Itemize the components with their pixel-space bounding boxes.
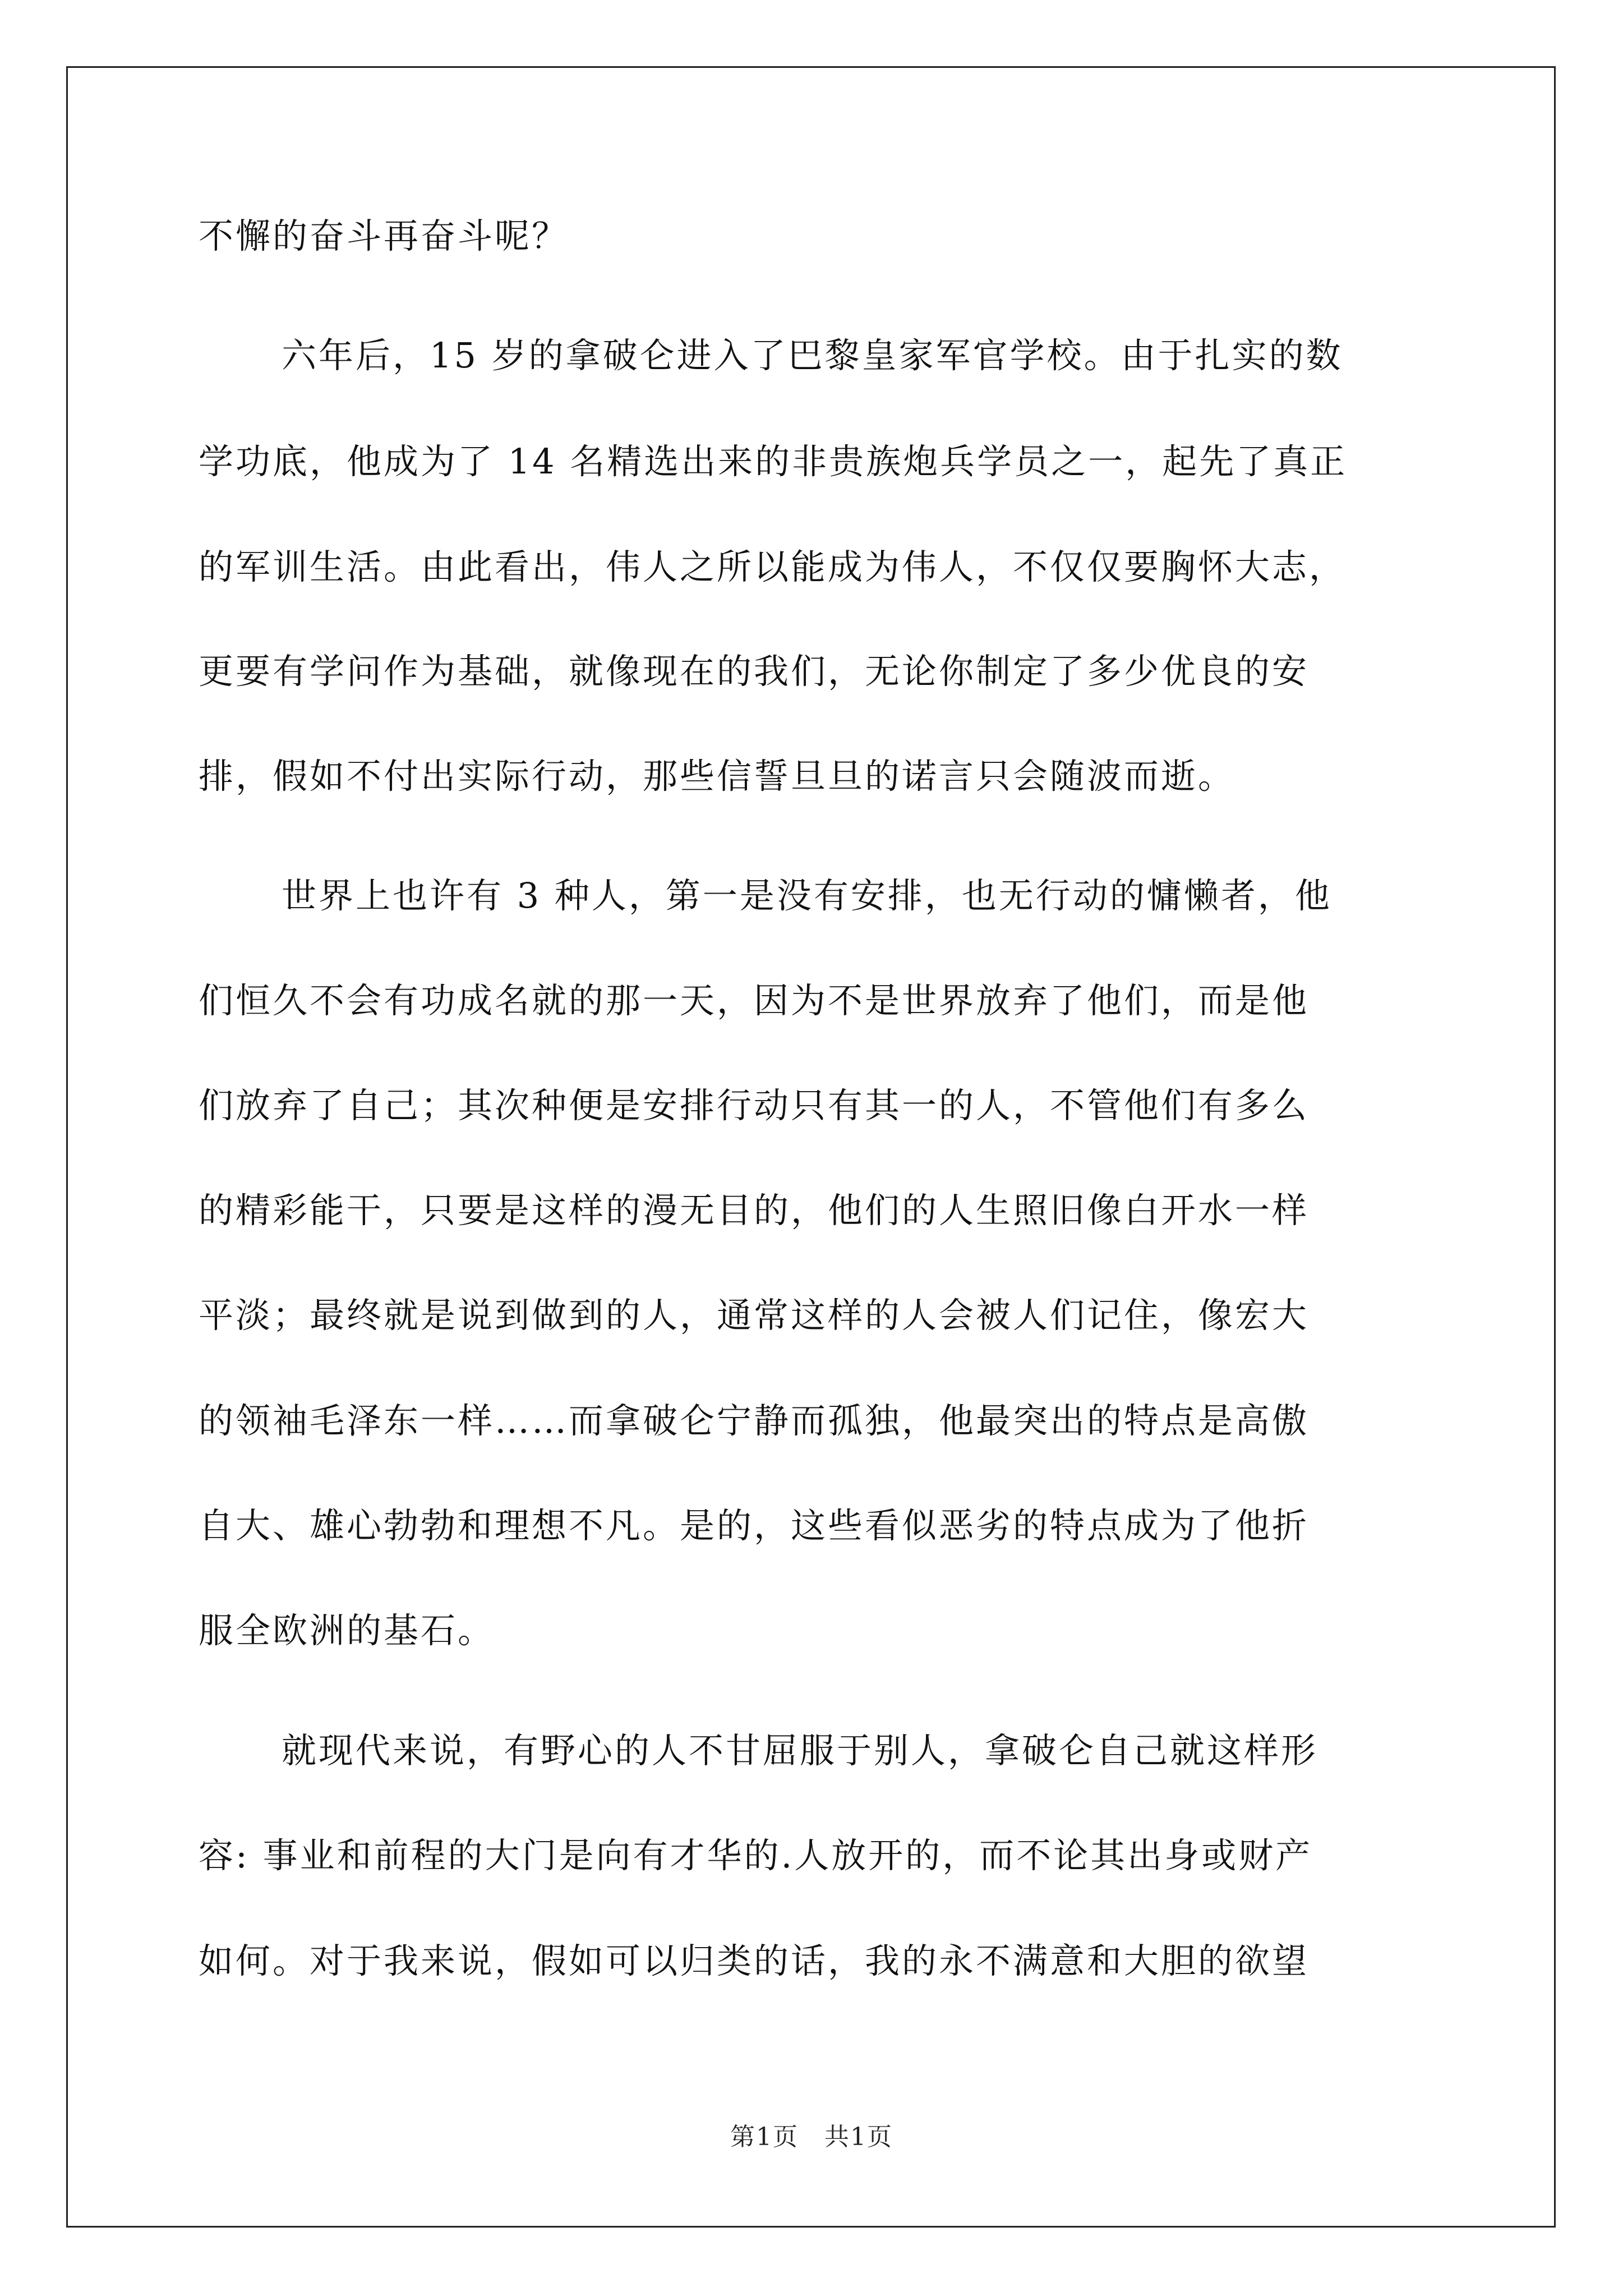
text-line: 的精彩能干，只要是这样的漫无目的，他们的人生照旧像白开水一样: [199, 1190, 1310, 1231]
text-line: 如何。对于我来说，假如可以归类的话，我的永不满意和大胆的欲望: [199, 1940, 1310, 1981]
paragraph-first-line: 就现代来说，有野心的人不甘屈服于别人，拿破仑自己就这样形: [282, 1730, 1318, 1771]
text-line: 不懈的奋斗再奋斗呢？: [199, 215, 569, 256]
text-line: 平淡；最终就是说到做到的人，通常这样的人会被人们记住，像宏大: [199, 1295, 1310, 1336]
text-line: 容: 事业和前程的大门是向有才华的.人放开的，而不论其出身或财产: [199, 1835, 1313, 1876]
text-line: 的领袖毛泽东一样……而拿破仑宁静而孤独，他最突出的特点是高傲: [199, 1400, 1310, 1441]
text-line: 排，假如不付出实际行动，那些信誓旦旦的诺言只会随波而逝。: [199, 756, 1235, 797]
text-line: 的军训生活。由此看出，伟人之所以能成为伟人，不仅仅要胸怀大志，: [199, 546, 1347, 587]
text-line: 们放弃了自己；其次种便是安排行动只有其一的人，不管他们有多么: [199, 1085, 1310, 1126]
text-line: 更要有学问作为基础，就像现在的我们，无论你制定了多少优良的安: [199, 651, 1310, 692]
page-border: [66, 66, 1556, 2228]
text-line: 服全欧洲的基石。: [199, 1610, 495, 1651]
paragraph-first-line: 六年后，15 岁的拿破仑进入了巴黎皇家军官学校。由于扎实的数: [282, 335, 1343, 376]
paragraph-first-line: 世界上也许有 3 种人，第一是没有安排，也无行动的慵懒者，他: [282, 875, 1332, 916]
text-line: 自大、雄心勃勃和理想不凡。是的，这些看似恶劣的特点成为了他折: [199, 1505, 1310, 1546]
text-line: 学功底，他成为了 14 名精选出来的非贵族炮兵学员之一，起先了真正: [199, 441, 1348, 482]
page-number-footer: 第1页 共1页: [730, 2123, 893, 2151]
text-line: 们恒久不会有功成名就的那一天，因为不是世界放弃了他们，而是他: [199, 980, 1310, 1021]
